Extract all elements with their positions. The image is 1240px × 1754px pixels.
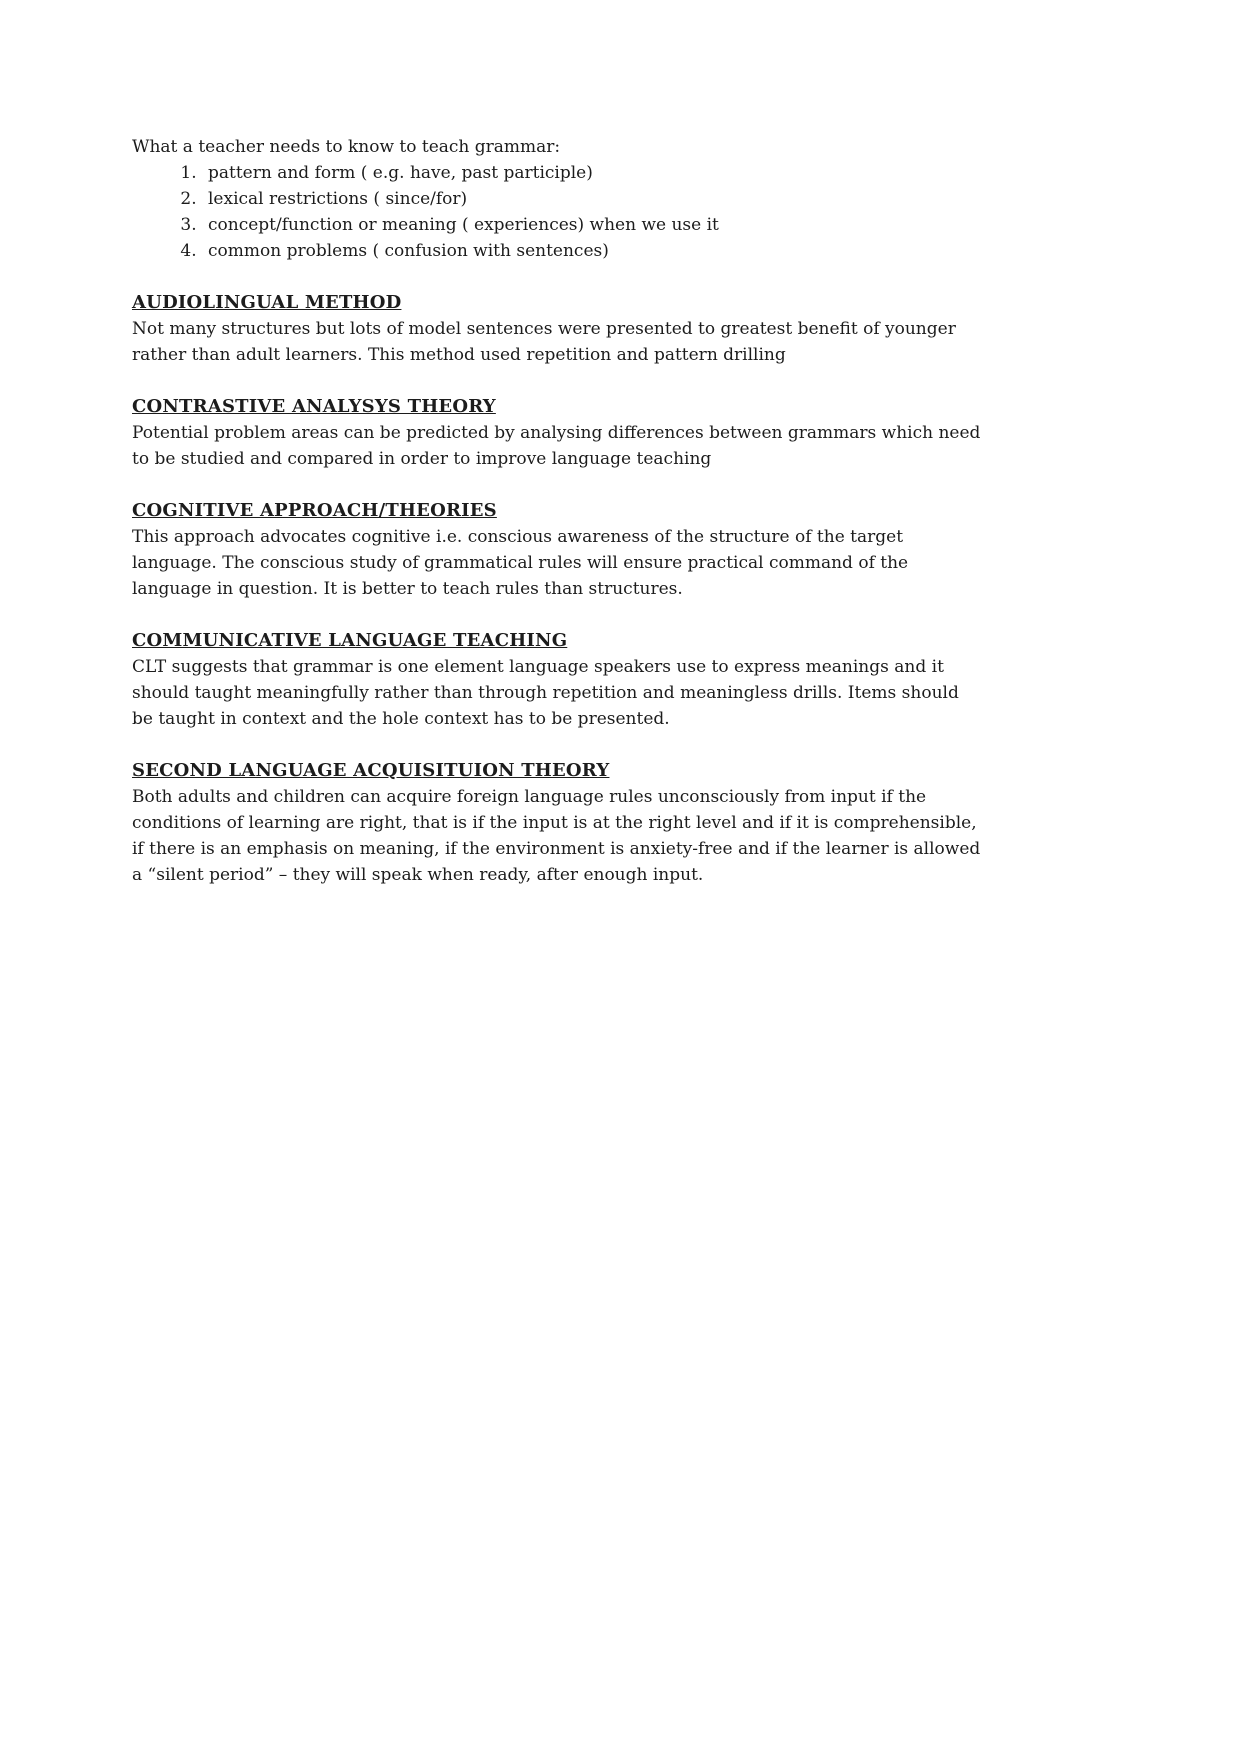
section-contrastive — [132, 394, 984, 472]
section-paragraph: Both adults and children can acquire foreign language rules unconsciously from input if the conditions of learning are right, that is if the input is at the right level and if it is comprehensible, if there is an emphasis on meaning, if the environment is anxiety-free and if the learner is allowed a “silent period” – they will speak when ready, after enough input. — [132, 787, 981, 885]
list-item: 1. pattern and form ( e.g. have, past participle) — [202, 160, 984, 186]
section-paragraph: CLT suggests that grammar is one element language speakers use to express meanings and it should taught meaningfully rather than through repetition and meaningless drills. Items should be taught in context and the hole context has to be presented. — [132, 657, 959, 729]
numbered-list — [132, 160, 984, 264]
section-heading: AUDIOLINGUAL METHOD — [132, 292, 402, 313]
intro-line: What a teacher needs to know to teach grammar: — [132, 137, 561, 157]
list-item: 2. lexical restrictions ( since/for) — [202, 186, 984, 212]
section-heading: CONTRASTIVE ANALYSYS THEORY — [132, 396, 496, 417]
section-paragraph: Potential problem areas can be predicted by analysing differences between grammars which need to be studied and compared in order to improve language teaching — [132, 423, 981, 469]
section-paragraph: Not many structures but lots of model sentences were presented to greatest benefit of younger rather than adult learners. This method used repetition and pattern drilling — [132, 319, 956, 365]
section-heading: COMMUNICATIVE LANGUAGE TEACHING — [132, 630, 568, 651]
list-item: 4. common problems ( confusion with sentences) — [202, 238, 984, 264]
section-communicative — [132, 628, 984, 732]
section-heading: COGNITIVE APPROACH/THEORIES — [132, 500, 497, 521]
section-audiolingual — [132, 290, 984, 368]
section-heading: SECOND LANGUAGE ACQUISITUION THEORY — [132, 760, 610, 781]
section-paragraph: This approach advocates cognitive i.e. conscious awareness of the structure of the target language. The conscious study of grammatical rules will ensure practical command of the language in question. It is better to teach rules than structures. — [132, 527, 909, 599]
section-cognitive — [132, 498, 984, 602]
section-second-language — [132, 758, 984, 888]
list-item: 3. concept/function or meaning ( experiences) when we use it — [202, 212, 984, 238]
document-content — [132, 134, 984, 888]
